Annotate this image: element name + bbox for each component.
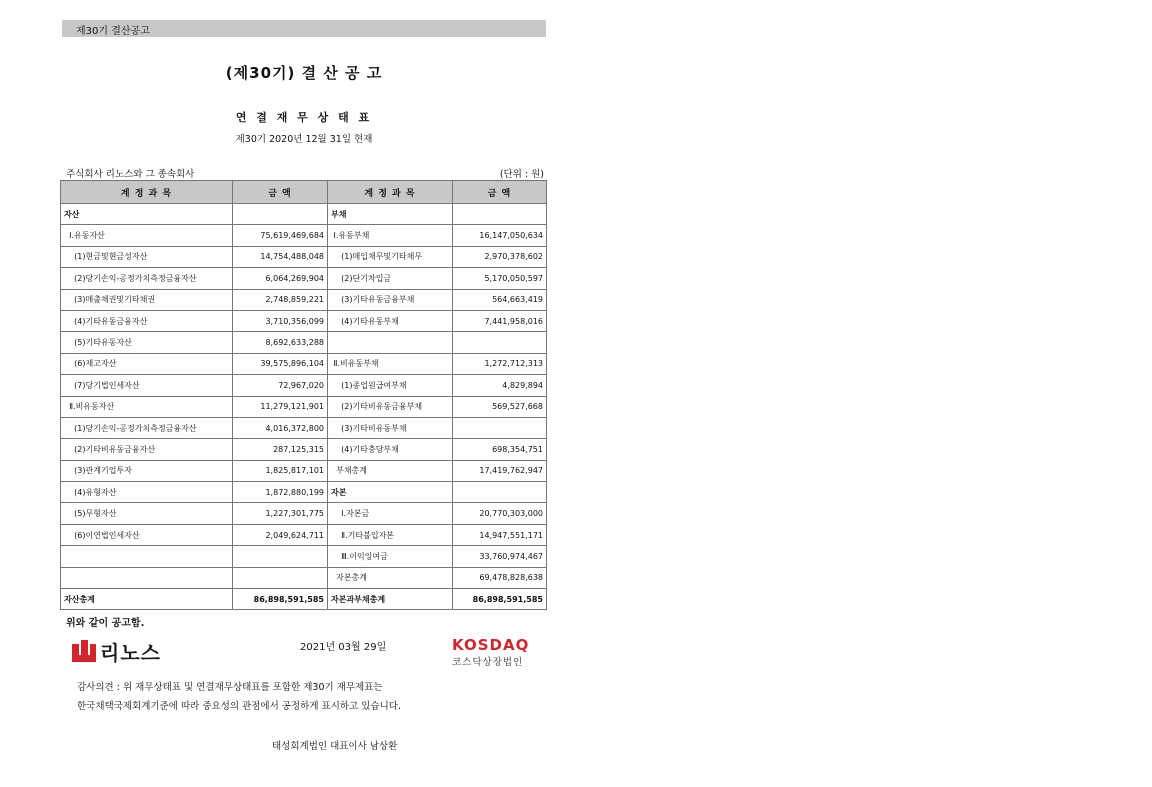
closing-statement: 위와 같이 공고함. [66,618,145,629]
amount-left [233,204,328,225]
amount-right [453,332,547,353]
amount-right: 14,947,551,171 [453,524,547,545]
amount-left: 4,016,372,800 [233,417,328,438]
header-bar [62,20,546,37]
amount-left: 287,125,315 [233,439,328,460]
table-row [61,396,547,417]
account-left: (7)당기법인세자산 [61,375,233,396]
balance-sheet-body [61,204,547,610]
company-label: 주식회사 리노스와 그 종속회사 [66,169,195,180]
account-left: (2)기타비유동금융자산 [61,439,233,460]
header-account-left: 계 정 과 목 [61,181,233,204]
account-right: Ⅲ.이익잉여금 [328,546,453,567]
table-row [61,460,547,481]
account-left: (3)매출채권및기타채권 [61,289,233,310]
amount-right: 16,147,050,634 [453,225,547,246]
table-row [61,503,547,524]
account-right: (2)기타비유동금융부채 [328,396,453,417]
table-row [61,225,547,246]
amount-right: 1,272,712,313 [453,353,547,374]
table-total-row [61,589,547,610]
table-row [61,332,547,353]
account-left: Ⅱ.비유동자산 [61,396,233,417]
kosdaq-subtitle: 코스닥상장법인 [452,657,524,668]
header-amount-right: 금 액 [453,181,547,204]
account-left: (5)기타유동자산 [61,332,233,353]
amount-left: 72,967,020 [233,375,328,396]
amount-left [233,546,328,567]
amount-left: 75,619,469,684 [233,225,328,246]
amount-left: 2,748,859,221 [233,289,328,310]
page-title: (제30기) 결 산 공 고 [225,64,383,82]
amount-left: 14,754,488,048 [233,246,328,267]
account-left: (3)관계기업투자 [61,460,233,481]
account-right: (3)기타유동금융부채 [328,289,453,310]
account-left: (2)당기손익-공정가치측정금융자산 [61,268,233,289]
statement-title: 연 결 재 무 상 태 표 [235,111,373,124]
account-left: (4)기타유동금융자산 [61,310,233,331]
account-right: 자본총계 [328,567,453,588]
table-row [61,439,547,460]
amount-left: 1,825,817,101 [233,460,328,481]
kosdaq-name: KOSDAQ [452,636,530,654]
account-right: Ⅰ.유동부채 [328,225,453,246]
amount-right: 5,170,050,597 [453,268,547,289]
amount-left: 11,279,121,901 [233,396,328,417]
announcement-date: 2021년 03월 29일 [300,642,387,653]
amount-left: 86,898,591,585 [233,589,328,610]
amount-right [453,417,547,438]
amount-right: 698,354,751 [453,439,547,460]
period-label: 제30기 2020년 12월 31일 현재 [235,134,373,145]
amount-right: 69,478,828,638 [453,567,547,588]
amount-left: 3,710,356,099 [233,310,328,331]
table-row [61,289,547,310]
unit-label: (단위 : 원) [499,169,544,180]
table-row [61,310,547,331]
table-row [61,524,547,545]
amount-left [233,567,328,588]
kosdaq-logo [452,636,529,668]
account-right: 부채총계 [328,460,453,481]
amount-right [453,482,547,503]
table-row [61,246,547,267]
table-header-row [61,181,547,204]
amount-left: 2,049,624,711 [233,524,328,545]
amount-right [453,204,547,225]
amount-right: 4,829,894 [453,375,547,396]
amount-left: 1,872,880,199 [233,482,328,503]
amount-right: 17,419,762,947 [453,460,547,481]
header-account-right: 계 정 과 목 [328,181,453,204]
audit-opinion-line-2: 한국채택국제회계기준에 따라 중요성의 관점에서 공정하게 표시하고 있습니다. [77,701,401,712]
account-right: 자본과부채총계 [328,589,453,610]
auditor-signature: 태성회계법인 대표이사 남상환 [272,741,398,752]
account-right: 부채 [328,204,453,225]
account-left: (4)유형자산 [61,482,233,503]
account-left: (6)재고자산 [61,353,233,374]
company-logo [72,638,161,664]
table-row [61,482,547,503]
account-right [328,332,453,353]
account-right: 자본 [328,482,453,503]
table-row [61,567,547,588]
account-right: Ⅱ.기타불입자본 [328,524,453,545]
amount-right: 2,970,378,602 [453,246,547,267]
header-bar-text: 제30기 결산공고 [76,26,150,37]
amount-right: 569,527,668 [453,396,547,417]
table-row [61,268,547,289]
account-left: Ⅰ.유동자산 [61,225,233,246]
account-right: (4)기타유동부채 [328,310,453,331]
amount-right: 564,663,419 [453,289,547,310]
amount-left: 1,227,301,775 [233,503,328,524]
account-left: 자산 [61,204,233,225]
table-row [61,546,547,567]
lenos-logo-icon [72,640,96,662]
table-row [61,204,547,225]
table-row [61,417,547,438]
amount-left: 8,692,633,288 [233,332,328,353]
account-left: (1)당기손익-공정가치측정금융자산 [61,417,233,438]
balance-sheet-table [60,180,547,610]
amount-right: 20,770,303,000 [453,503,547,524]
account-right: Ⅰ.자본금 [328,503,453,524]
amount-left: 39,575,896,104 [233,353,328,374]
account-left: (1)현금및현금성자산 [61,246,233,267]
account-left [61,567,233,588]
account-right: Ⅱ.비유동부채 [328,353,453,374]
account-left: 자산총계 [61,589,233,610]
account-right: (4)기타충당부채 [328,439,453,460]
account-right: (1)매입채무및기타채무 [328,246,453,267]
audit-opinion-line-1: 감사의견 : 위 재무상태표 및 연결재무상태표를 포함한 제30기 재무제표는 [77,682,383,693]
table-row [61,375,547,396]
amount-right: 7,441,958,016 [453,310,547,331]
amount-right: 86,898,591,585 [453,589,547,610]
account-right: (2)단기차입금 [328,268,453,289]
account-right: (1)종업원급여부채 [328,375,453,396]
logo-text: 리노스 [100,640,161,665]
account-left [61,546,233,567]
amount-left: 6,064,269,904 [233,268,328,289]
account-left: (5)무형자산 [61,503,233,524]
account-right: (3)기타비유동부채 [328,417,453,438]
header-amount-left: 금 액 [233,181,328,204]
amount-right: 33,760,974,467 [453,546,547,567]
table-row [61,353,547,374]
account-left: (6)이연법인세자산 [61,524,233,545]
